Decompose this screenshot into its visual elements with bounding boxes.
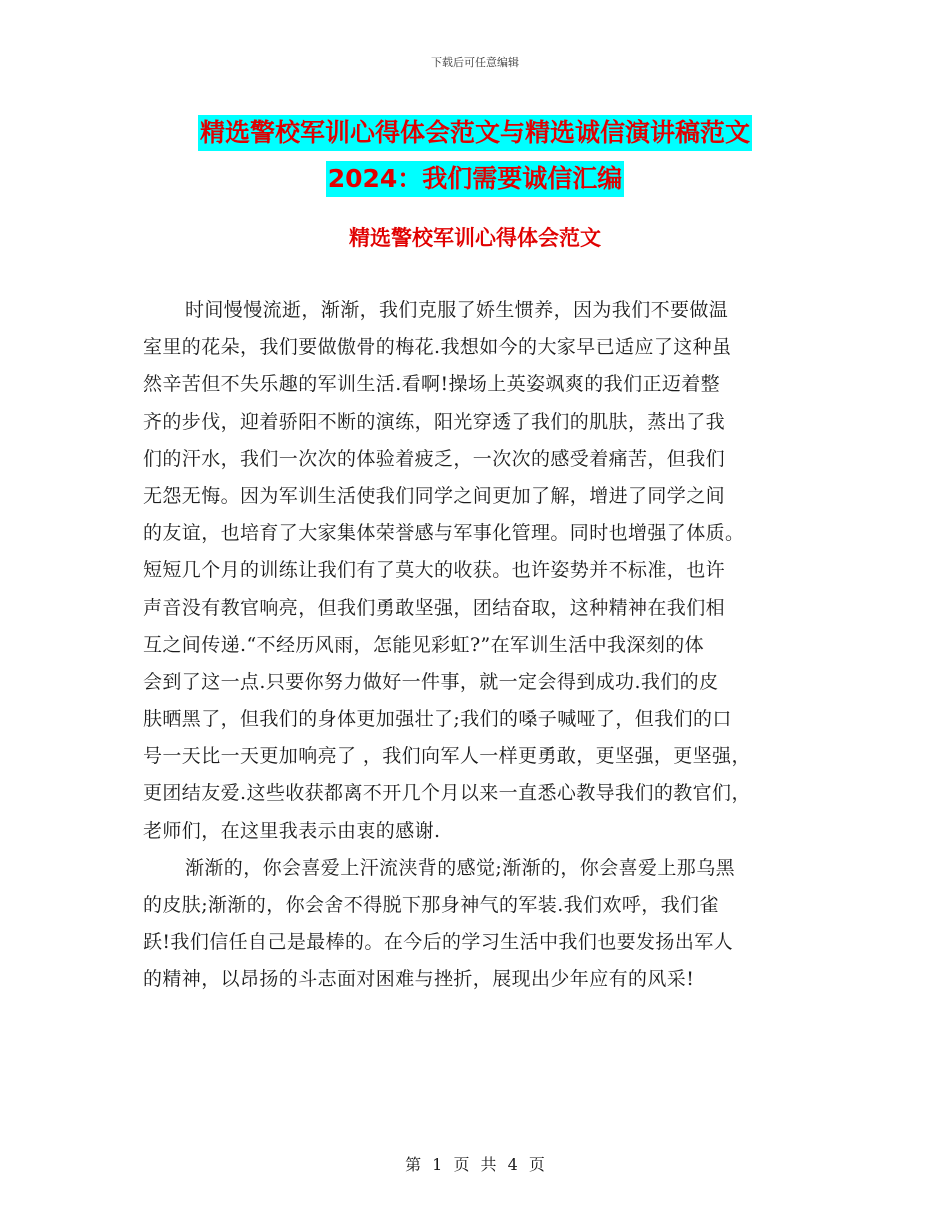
text-line: 肤晒黑了，但我们的身体更加强壮了;我们的嗓子喊哑了，但我们的口 (143, 708, 732, 731)
text-line: 的皮肤;渐渐的，你会舍不得脱下那身神气的军装.我们欢呼，我们雀 (143, 894, 719, 916)
title-line-2: 2024：我们需要诚信汇编 (326, 161, 625, 197)
text-line: 短短几个月的训练让我们有了莫大的收获。也许姿势并不标准，也许 (143, 559, 726, 582)
page-footer: 第 1 页 共 4 页 (405, 1155, 545, 1174)
text-line: 的友谊，也培育了大家集体荣誉感与军事化管理。同时也增强了体质。 (143, 522, 745, 545)
text-line: 会到了这一点.只要你努力做好一件事，就一定会得到成功.我们的皮 (143, 670, 719, 693)
text-line: 室里的花朵，我们要做傲骨的梅花.我想如今的大家早已适应了这种虽 (143, 336, 732, 359)
body-text (143, 292, 811, 999)
header-note: 下载后可任意编辑 (431, 56, 519, 69)
text-line: 更团结友爱.这些收获都离不开几个月以来一直悉心教导我们的教官们， (143, 782, 751, 805)
section-heading: 精选警校军训心得体会范文 (349, 226, 601, 250)
text-line: 无怨无悔。因为军训生活使我们同学之间更加了解，增进了同学之间 (143, 484, 726, 507)
text-line: 们的汗水，我们一次次的体验着疲乏，一次次的感受着痛苦，但我们 (143, 447, 726, 470)
text-line: 时间慢慢流逝，渐渐，我们克服了娇生惯养，因为我们不要做温 (185, 299, 729, 321)
paragraph-1 (143, 292, 811, 850)
text-line: 声音没有教官响亮，但我们勇敢坚强，团结奋取，这种精神在我们相 (143, 596, 726, 619)
text-line: 互之间传递.“不经历风雨，怎能见彩虹?”在军训生活中我深刻的体 (143, 633, 705, 656)
text-line: 齐的步伐，迎着骄阳不断的演练，阳光穿透了我们的肌肤，蒸出了我 (143, 410, 726, 433)
title-line-1: 精选警校军训心得体会范文与精选诚信演讲稿范文 (198, 115, 752, 151)
text-line: 然辛苦但不失乐趣的军训生活.看啊!操场上英姿飒爽的我们正迈着整 (143, 373, 721, 396)
text-line: 号一天比一天更加响亮了 ，我们向军人一样更勇敢，更坚强，更坚强， (143, 745, 751, 768)
text-line: 渐渐的，你会喜爱上汗流浃背的感觉;渐渐的，你会喜爱上那乌黑 (185, 856, 736, 879)
text-line: 的精神，以昂扬的斗志面对困难与挫折，展现出少年应有的风采! (143, 968, 695, 991)
text-line: 老师们，在这里我表示由衷的感谢. (143, 819, 441, 842)
paragraph-2 (143, 850, 811, 999)
document-title (0, 110, 950, 202)
text-line: 跃!我们信任自己是最棒的。在今后的学习生活中我们也要发扬出军人 (143, 931, 734, 954)
